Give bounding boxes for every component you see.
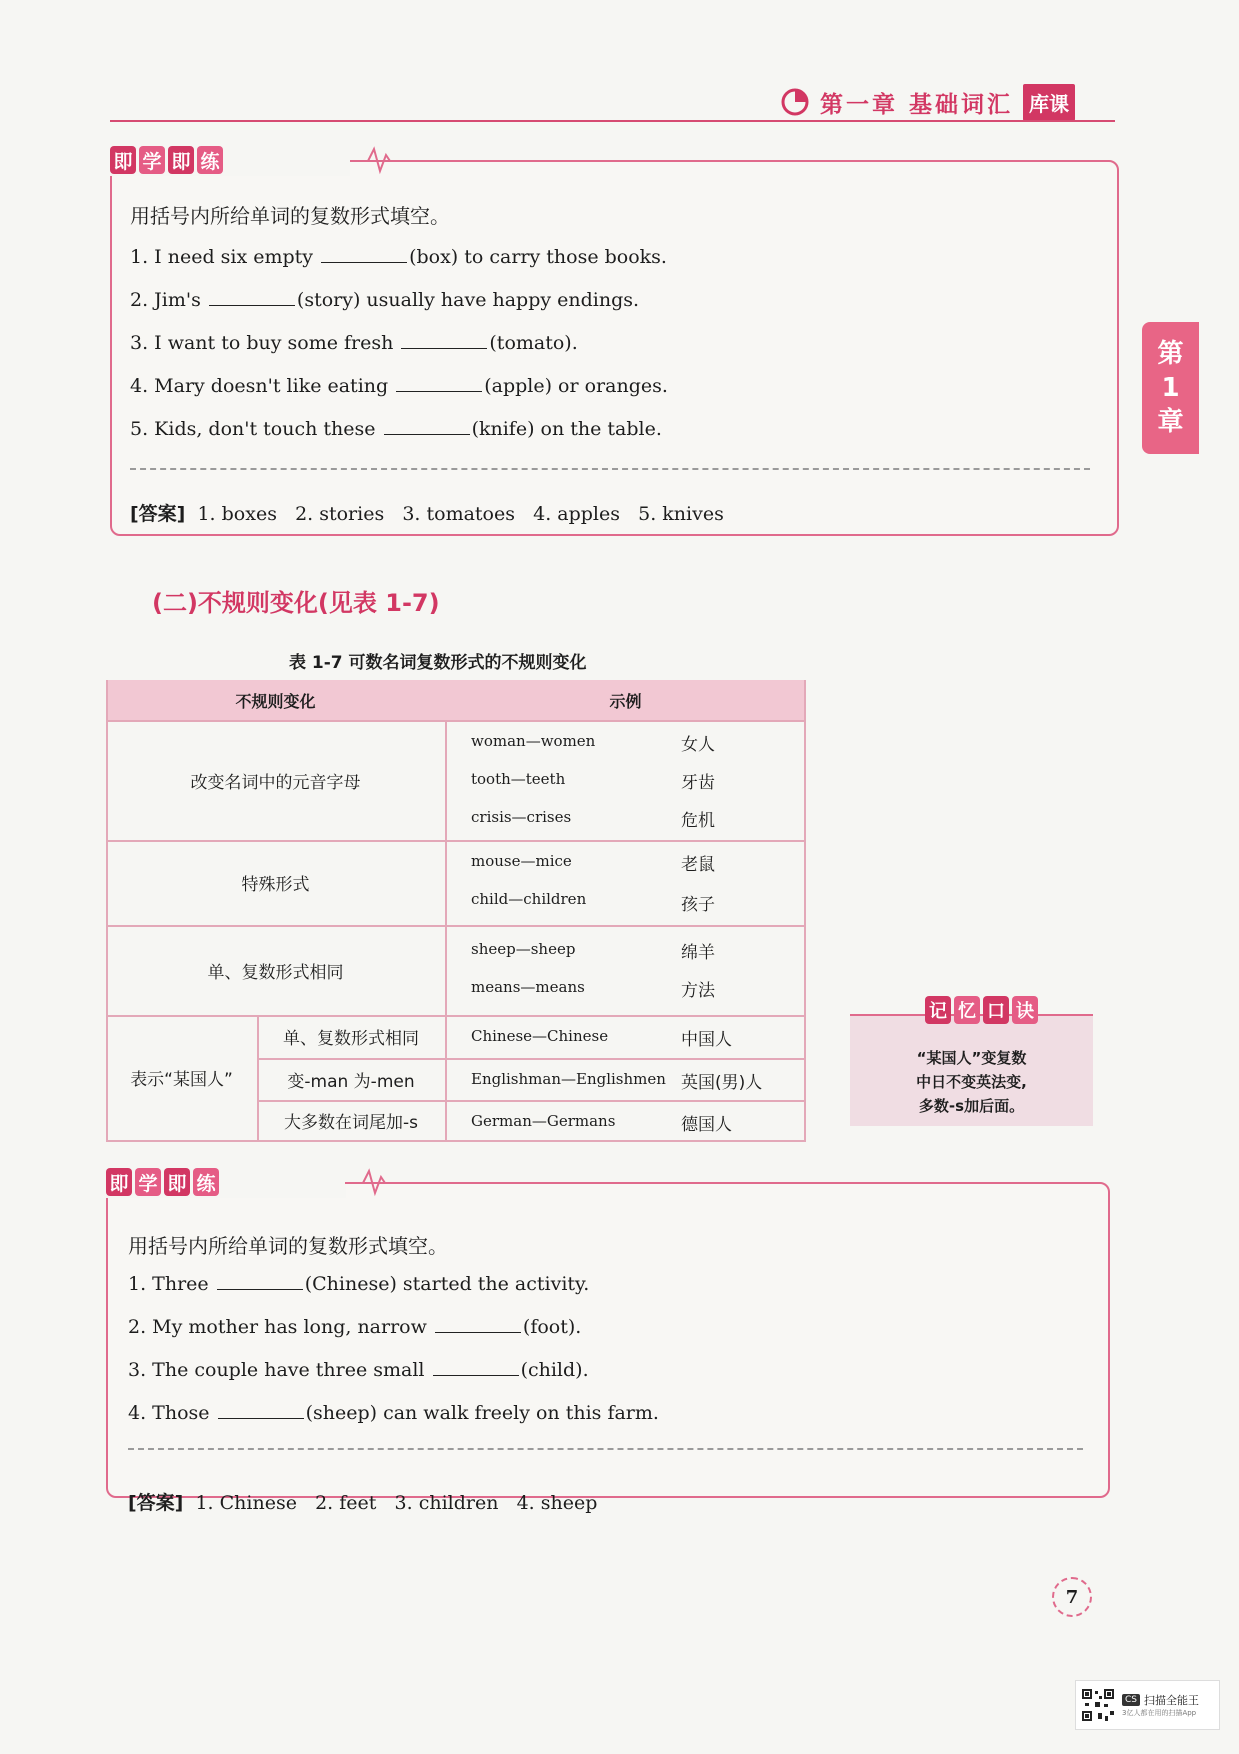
subrule-cell: 大多数在词尾加-s [284, 1112, 418, 1133]
header-cell: 示例 [609, 691, 642, 711]
example-meaning: 老鼠 [681, 855, 715, 875]
example-meaning: 孩子 [681, 895, 715, 915]
table-header [106, 680, 806, 720]
answer-blank[interactable] [433, 1357, 519, 1376]
scanner-name: 扫描全能王 [1144, 1694, 1199, 1707]
example-meaning: 方法 [681, 981, 715, 1001]
example-meaning: 女人 [681, 735, 715, 755]
side-tab-char: 第 [1157, 339, 1184, 369]
example-meaning: 中国人 [681, 1030, 732, 1050]
subrule-cell: 单、复数形式相同 [283, 1029, 419, 1049]
answer-blank[interactable] [435, 1314, 521, 1333]
example-meaning: 危机 [681, 811, 715, 831]
example-word: child—children [471, 890, 587, 908]
practice-1-answer: [答案] 1. boxes 2. stories 3. tomatoes 4. apples 5. knives [130, 503, 724, 525]
heartbeat-icon [345, 1167, 405, 1197]
answer-divider [128, 1448, 1083, 1450]
chapter-side-tab [1142, 322, 1199, 454]
question-4: 4. Those (sheep) can walk freely on this farm. [128, 1402, 659, 1424]
question-4: 4. Mary doesn't like eating (apple) or oranges. [130, 375, 668, 397]
brand-logo: 库课 [1023, 84, 1075, 121]
section-title: (二)不规则变化(见表 1-7) [152, 589, 440, 617]
header-cell: 不规则变化 [235, 691, 316, 711]
answer-blank[interactable] [209, 287, 295, 306]
practice-1-instruction: 用括号内所给单词的复数形式填空。 [130, 204, 450, 228]
example-word: Chinese—Chinese [471, 1027, 609, 1045]
question-3: 3. The couple have three small (child). [128, 1359, 589, 1381]
side-tab-char: 1 [1161, 373, 1180, 403]
question-2: 2. Jim's (story) usually have happy endings. [130, 289, 640, 311]
answer-divider [130, 468, 1090, 470]
practice-2-instruction: 用括号内所给单词的复数形式填空。 [128, 1234, 448, 1258]
question-1: 1. Three (Chinese) started the activity. [128, 1273, 590, 1295]
practice-2-answer: [答案] 1. Chinese 2. feet 3. children 4. sheep [128, 1492, 598, 1514]
practice-label: 即 学 即 练 [110, 146, 223, 174]
question-1: 1. I need six empty (box) to carry those books. [130, 246, 667, 268]
scanner-tagline: 3亿人都在用的扫描App [1122, 1709, 1197, 1717]
mnemonic-label: 记 忆 口 诀 [925, 996, 1038, 1024]
question-5: 5. Kids, don't touch these (knife) on the table. [130, 418, 662, 440]
mnemonic-text: “某国人”变复数 中日不变英法变, 多数-s加后面。 [916, 1049, 1027, 1115]
example-word: tooth—teeth [471, 770, 566, 788]
scanner-logo: CS [1122, 1694, 1140, 1706]
answer-blank[interactable] [218, 1400, 304, 1419]
example-word: crisis—crises [471, 808, 572, 826]
page-number: 7 [1052, 1577, 1092, 1617]
chapter-header [780, 84, 1075, 120]
rule-cell: 特殊形式 [241, 875, 310, 895]
mnemonic-box [850, 1001, 1093, 1126]
example-meaning: 绵羊 [681, 943, 715, 963]
side-tab-char: 章 [1157, 407, 1184, 437]
example-word: woman—women [471, 732, 596, 750]
scanner-watermark [1075, 1680, 1220, 1730]
question-3: 3. I want to buy some fresh (tomato). [130, 332, 578, 354]
example-word: Englishman—Englishmen [471, 1070, 666, 1088]
chapter-title: 第一章 基础词汇 [820, 91, 1014, 118]
rule-cell: 表示“某国人” [130, 1070, 233, 1090]
header-divider [110, 120, 1115, 122]
example-meaning: 德国人 [681, 1115, 732, 1135]
example-word: sheep—sheep [471, 940, 576, 958]
example-word: German—Germans [471, 1112, 616, 1130]
example-word: mouse—mice [471, 852, 572, 870]
answer-blank[interactable] [401, 330, 487, 349]
answer-blank[interactable] [321, 244, 407, 263]
rule-cell: 单、复数形式相同 [207, 962, 344, 983]
answer-blank[interactable] [217, 1271, 303, 1290]
answer-blank[interactable] [396, 373, 482, 392]
example-word: means—means [471, 978, 585, 996]
example-meaning: 英国(男)人 [681, 1073, 763, 1093]
practice-label: 即 学 即 练 [106, 1168, 219, 1196]
qr-code-icon [1080, 1687, 1116, 1723]
subrule-cell: 变-man 为-men [287, 1071, 415, 1092]
irregular-plural-table [106, 680, 806, 1142]
question-2: 2. My mother has long, narrow (foot). [128, 1316, 582, 1338]
table-caption: 表 1-7 可数名词复数形式的不规则变化 [289, 653, 587, 673]
example-meaning: 牙齿 [681, 773, 715, 793]
rule-cell: 改变名词中的元音字母 [190, 772, 361, 793]
answer-blank[interactable] [384, 416, 470, 435]
heartbeat-icon [350, 145, 410, 175]
pie-chart-icon [780, 87, 810, 117]
